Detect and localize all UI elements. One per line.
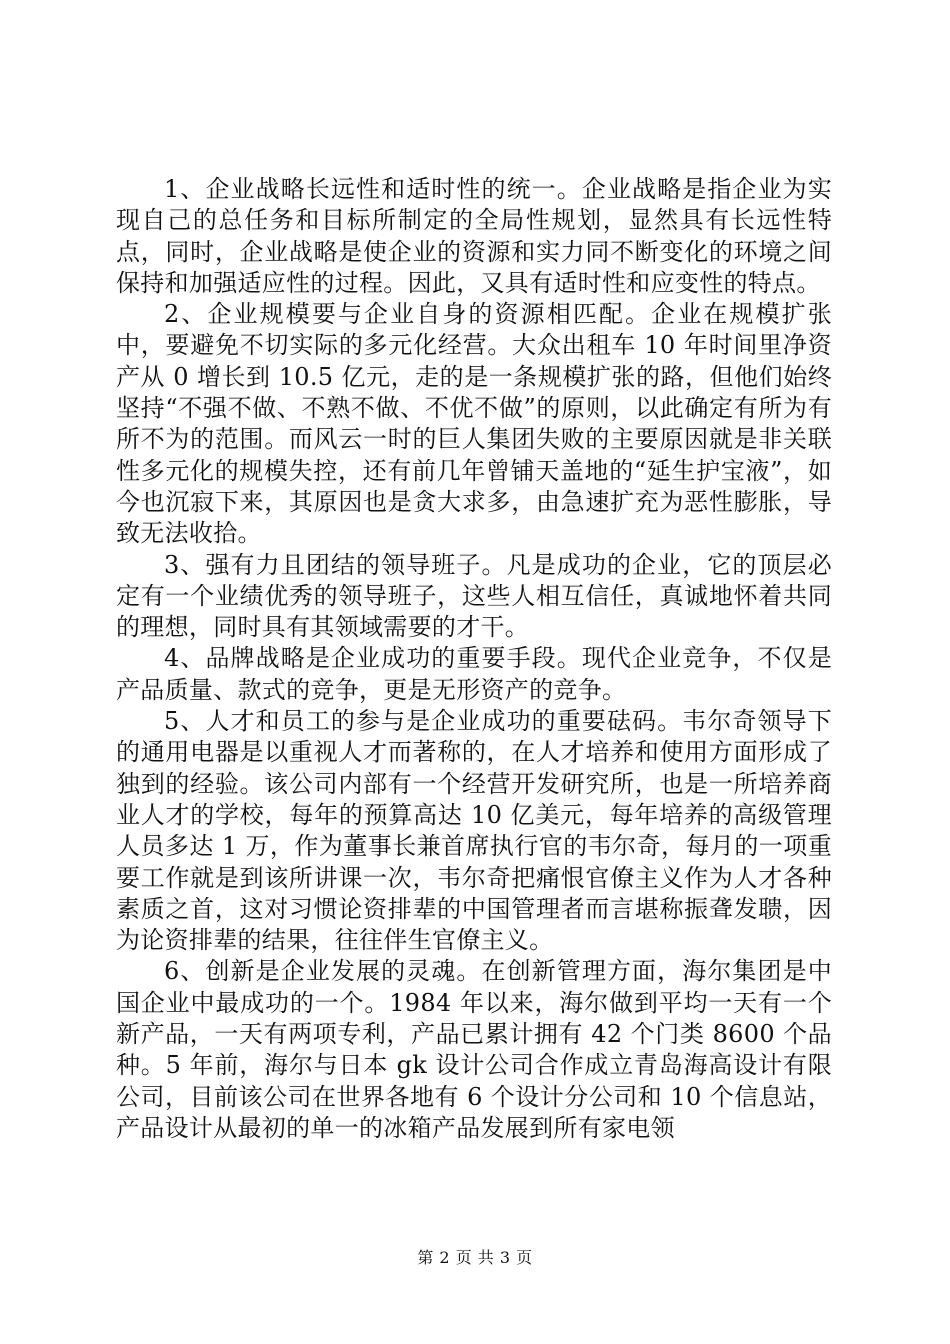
paragraph-4: 4、品牌战略是企业成功的重要手段。现代企业竞争，不仅是产品质量、款式的竞争，更是无形资产的竞争。 [116,644,832,704]
paragraph-2: 2、企业规模要与企业自身的资源相匹配。企业在规模扩张中，要避免不切实际的多元化经营。大众出租车 10 年时间里净资产从 0 增长到 10.5 亿元，走的是一条规模扩张的路，但他们始终坚持“不强不做、不熟不做、不优不做”的原则，以此确定有所为有所不为的范围。而风云一时的巨人集团失败的主要原因就是非关联性多元化的规模失控，还有前几年曾铺天盖地的“延生护宝液”，如今也沉寂下来，其原因也是贪大求多，由急速扩充为恶性膨胀，导致无法收拾。 [116,300,832,548]
paragraph-5: 5、人才和员工的参与是企业成功的重要砝码。韦尔奇领导下的通用电器是以重视人才而著称的，在人才培养和使用方面形成了独到的经验。该公司内部有一个经营开发研究所，也是一所培养商业人才的学校，每年的预算高达 10 亿美元，每年培养的高级管理人员多达 1 万，作为董事长兼首席执行官的韦尔奇，每月的一项重要工作就是到该所讲课一次，韦尔奇把痛恨官僚主义作为人才各种素质之首，这对习惯论资排辈的中国管理者而言堪称振聋发聩，因为论资排辈的结果，往往伴生官僚主义。 [116,707,832,955]
paragraph-6: 6、创新是企业发展的灵魂。在创新管理方面，海尔集团是中国企业中最成功的一个。1984 年以来，海尔做到平均一天有一个新产品，一天有两项专利，产品已累计拥有 42 个门类 8600 个品种。5 年前，海尔与日本 gk 设计公司合作成立青岛海高设计有限公司，目前该公司在世界各地有 6 个设计分公司和 10 个信息站，产品设计从最初的单一的冰箱产品发展到所有家电领 [116,957,832,1142]
document-body [116,174,832,1144]
paragraph-1: 1、企业战略长远性和适时性的统一。企业战略是指企业为实现自己的总任务和目标所制定的全局性规划，显然具有长远性特点，同时，企业战略是使企业的资源和实力同不断变化的环境之间保持和加强适应性的过程。因此，又具有适时性和应变性的特点。 [116,175,832,297]
page-footer: 第 2 页 共 3 页 [417,1248,533,1267]
paragraph-3: 3、强有力且团结的领导班子。凡是成功的企业，它的顶层必定有一个业绩优秀的领导班子，这些人相互信任，真诚地怀着共同的理想，同时具有其领域需要的才干。 [116,550,832,642]
